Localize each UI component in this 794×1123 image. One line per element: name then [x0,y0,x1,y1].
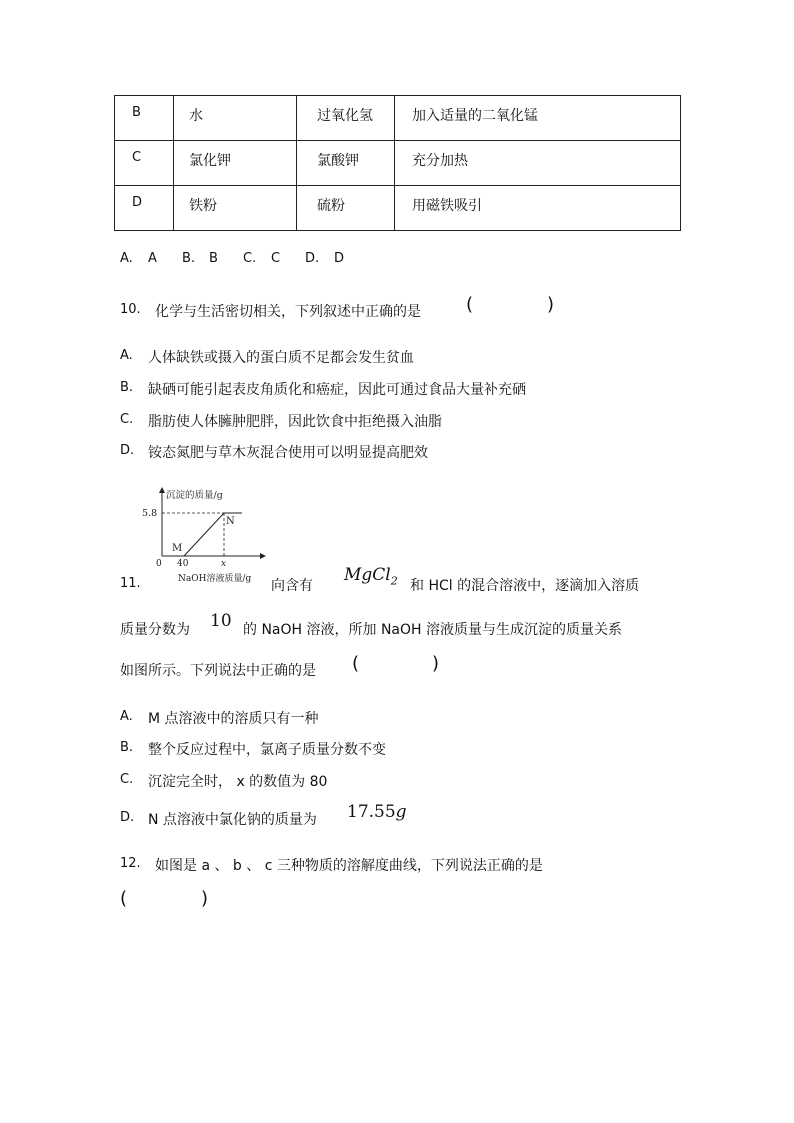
options-table [114,95,681,231]
q9-option-d-text: D [334,251,345,266]
mgcl2-formula: MgCl$_2$ [344,565,398,588]
q11-option-c-text: 沉淀完全时， x 的数值为 80 [148,774,328,790]
q11-number: 11. [120,576,141,591]
q9-option-c-label: C. [243,251,257,266]
point-m-label: M [172,543,183,554]
q10-stem: 化学与生活密切相关，下列叙述中正确的是 [155,304,421,320]
substance-cell: 水 [189,108,203,124]
y-tick-label: 5.8 [142,508,158,519]
q11-answer-paren-close: ) [432,653,440,674]
origin-label: 0 [156,559,162,569]
q11-option-a-text: M 点溶液中的溶质只有一种 [148,711,319,727]
q11-stem-part1: 向含有 [271,578,313,594]
q10-option-a-text: 人体缺铁或摄入的蛋白质不足都会发生贫血 [148,350,414,366]
impurity-cell: 过氧化氢 [317,108,373,124]
q11-option-b-label: B. [120,740,134,755]
rise-line [184,513,224,556]
point-n-label: N [226,516,235,527]
q11-stem-part2: 和 HCl 的混合溶液中，逐滴加入溶质 [410,578,640,594]
method-cell: 用磁铁吸引 [412,198,482,214]
x-tick-40-label: 40 [177,559,189,569]
q10-option-d-text: 铵态氮肥与草木灰混合使用可以明显提高肥效 [148,445,428,461]
q12-answer-paren-open: ( [120,888,128,909]
table-row [115,141,681,186]
q11-stem-line2a: 质量分数为 [120,622,190,638]
q11-stem-line2b: 的 NaOH 溶液，所加 NaOH 溶液质量与生成沉淀的质量关系 [243,622,622,638]
substance-cell: 铁粉 [189,198,217,214]
q9-option-b-label: B. [182,251,196,266]
q10-number: 10. [120,302,141,317]
row-key: B [132,105,141,120]
table-row [115,96,681,141]
method-cell: 加入适量的二氧化锰 [412,108,538,124]
q11-answer-paren-open: ( [352,653,360,674]
q9-option-a-label: A. [120,251,133,266]
q10-option-a-label: A. [120,348,133,363]
q10-option-c-label: C. [120,412,134,427]
q10-option-b-text: 缺硒可能引起表皮角质化和癌症，因此可通过食品大量补充硒 [148,382,526,398]
q11-option-d-text: N 点溶液中氯化钠的质量为 [148,812,317,828]
substance-cell: 氯化钾 [189,153,231,169]
impurity-cell: 硫粉 [317,198,345,214]
precipitate-mass-graph [142,484,275,586]
q12-number: 12. [120,856,141,871]
y-axis-label: 沉淀的质量/g [166,490,223,501]
method-cell: 充分加热 [412,153,468,169]
q11-option-b-text: 整个反应过程中，氯离子质量分数不变 [148,742,386,758]
q11-stem-line3: 如图所示。下列说法中正确的是 [120,663,316,679]
q9-option-d-label: D. [305,251,320,266]
x-tick-x-label: x [221,559,227,569]
q10-option-b-label: B. [120,380,134,395]
sodium-chloride-mass: 17.55g [347,802,407,822]
table-row [115,186,681,231]
q10-option-c-text: 脂肪使人体臃肿肥胖，因此饮食中拒绝摄入油脂 [148,414,442,430]
impurity-cell: 氯酸钾 [317,153,359,169]
row-key: C [132,150,142,165]
row-key: D [132,195,143,210]
q12-stem: 如图是 a 、 b 、 c 三种物质的溶解度曲线，下列说法正确的是 [155,858,543,874]
q9-option-a-text: A [148,251,157,266]
q11-option-d-label: D. [120,810,135,825]
q9-option-b-text: B [209,251,218,266]
q10-answer-paren-close: ) [547,294,555,315]
q11-option-a-label: A. [120,709,133,724]
q10-answer-paren-open: ( [466,294,474,315]
mass-fraction-value: 10 [210,611,232,631]
q9-option-c-text: C [271,251,281,266]
q10-option-d-label: D. [120,443,135,458]
x-axis-label: NaOH溶液质量/g [178,574,252,584]
q11-option-c-label: C. [120,772,134,787]
q12-answer-paren-close: ) [201,888,209,909]
